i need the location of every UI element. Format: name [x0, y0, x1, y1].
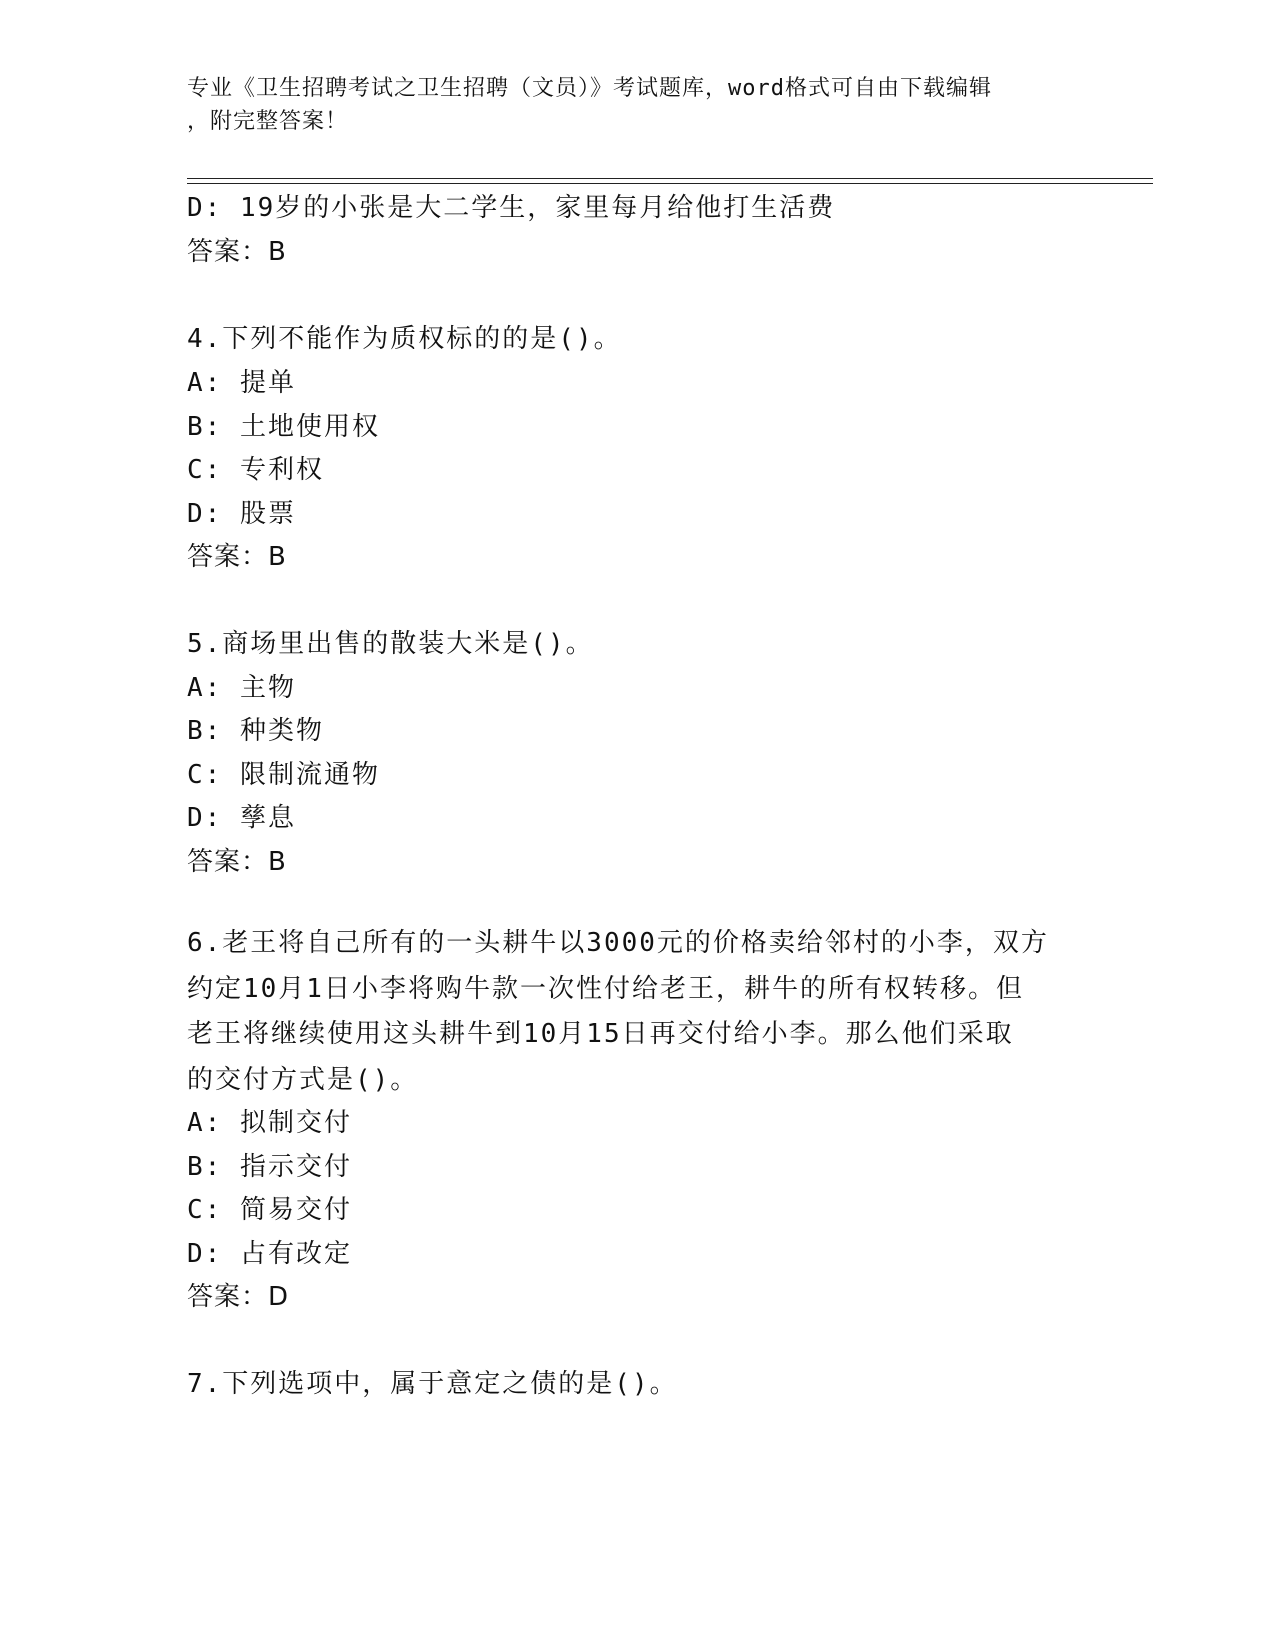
document-header — [187, 72, 1067, 138]
q6-option-c: C: 简易交付 — [187, 1195, 352, 1225]
q6-stem — [187, 921, 1087, 1103]
q6-option-a: A: 拟制交付 — [187, 1108, 352, 1138]
header-divider-bottom — [187, 183, 1153, 184]
q6-stem-line-2: 约定10月1日小李将购牛款一次性付给老王，耕牛的所有权转移。但 — [187, 973, 1024, 1004]
q6-answer: 答案：D — [187, 1282, 290, 1312]
header-line-2: ，附完整答案！ — [187, 109, 349, 134]
q5-option-b: B: 种类物 — [187, 716, 324, 746]
q6-stem-line-1: 6.老王将自己所有的一头耕牛以3000元的价格卖给邻村的小李，双方 — [187, 928, 1049, 958]
q3-answer: 答案：B — [187, 237, 287, 267]
q5-option-c: C: 限制流通物 — [187, 760, 380, 790]
q3-option-d: D: 19岁的小张是大二学生，家里每月给他打生活费 — [187, 193, 836, 223]
q7-stem: 7.下列选项中，属于意定之债的是()。 — [187, 1369, 678, 1399]
q4-option-a: A: 提单 — [187, 368, 296, 398]
q6-option-b: B: 指示交付 — [187, 1152, 352, 1182]
q4-option-d: D: 股票 — [187, 499, 296, 529]
q5-answer: 答案：B — [187, 847, 287, 877]
q5-stem: 5.商场里出售的散装大米是()。 — [187, 629, 594, 659]
header-divider-top — [187, 178, 1153, 179]
q6-option-d: D: 占有改定 — [187, 1239, 352, 1269]
q4-stem: 4.下列不能作为质权标的的是()。 — [187, 324, 622, 354]
q6-stem-line-3: 老王将继续使用这头耕牛到10月15日再交付给小李。那么他们采取 — [187, 1019, 1014, 1049]
q4-answer: 答案：B — [187, 542, 287, 572]
q6-stem-line-4: 的交付方式是()。 — [187, 1064, 419, 1095]
header-line-1: 专业《卫生招聘考试之卫生招聘（文员）》考试题库，word格式可自由下载编辑 — [187, 76, 992, 101]
q4-option-c: C: 专利权 — [187, 455, 324, 485]
q5-option-d: D: 孳息 — [187, 803, 296, 833]
q4-option-b: B: 土地使用权 — [187, 412, 380, 442]
q5-option-a: A: 主物 — [187, 673, 296, 703]
